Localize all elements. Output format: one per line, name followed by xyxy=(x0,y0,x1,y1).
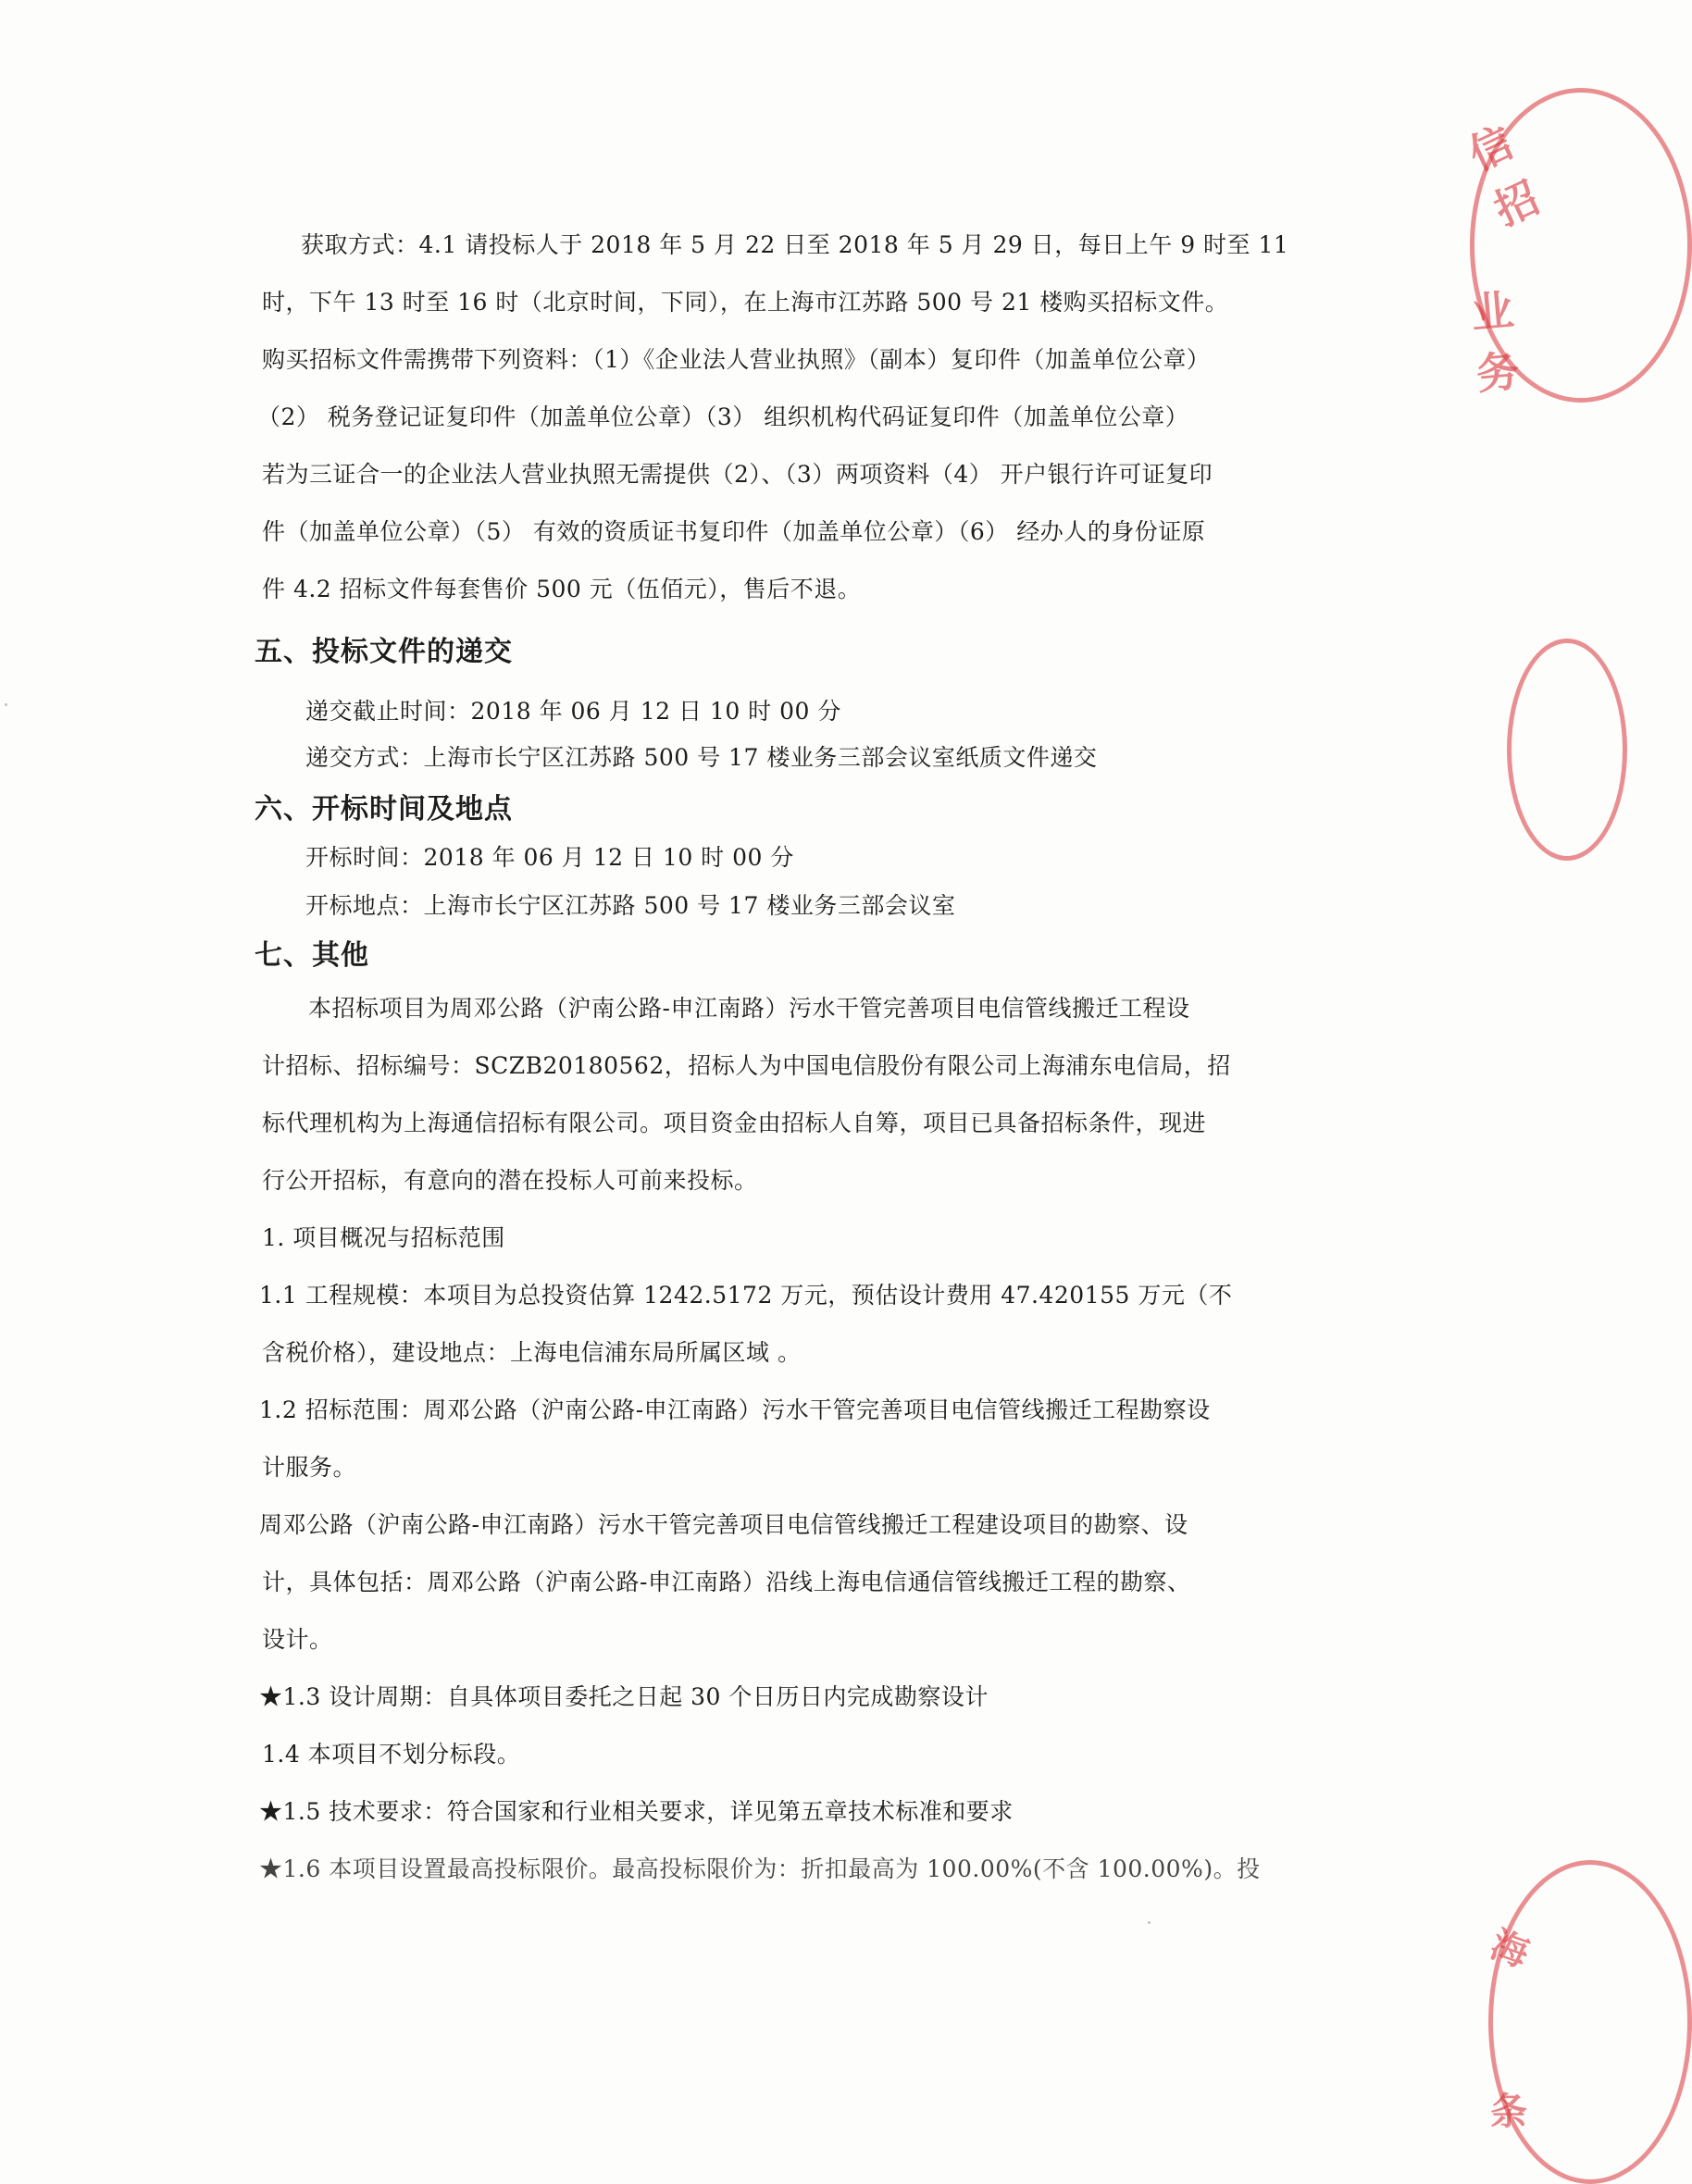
seal-text-low: 海 xyxy=(1485,1923,1535,1977)
text-line: 件 4.2 招标文件每套售价 500 元（伍佰元），售后不退。 xyxy=(262,576,862,602)
text-line: 周邓公路（沪南公路-申江南路）污水干管完善项目电信管线搬迁工程建设项目的勘察、设 xyxy=(259,1511,1188,1538)
text-line: 设计。 xyxy=(262,1626,333,1653)
text-line: 开标时间：2018 年 06 月 12 日 10 时 00 分 xyxy=(305,844,794,871)
text-line: 计招标、招标编号：SCZB20180562，招标人为中国电信股份有限公司上海浦东电信局，招 xyxy=(262,1052,1231,1079)
text-line: 购买招标文件需携带下列资料：（1）《企业法人营业执照》（副本）复印件（加盖单位公章） xyxy=(262,346,1211,373)
text-line: 1. 项目概况与招标范围 xyxy=(262,1224,505,1251)
text-line: 递交截止时间：2018 年 06 月 12 日 10 时 00 分 xyxy=(305,698,841,725)
text-line: 标代理机构为上海通信招标有限公司。项目资金由招标人自筹，项目已具备招标条件，现进 xyxy=(262,1110,1207,1136)
text-line: 时，下午 13 时至 16 时（北京时间，下同），在上海市江苏路 500 号 21 楼购买招标文件。 xyxy=(262,289,1229,316)
section-heading-7: 七、其他 xyxy=(255,939,369,972)
seal-text-bottom: 条 xyxy=(1490,2091,1527,2133)
text-line: 本招标项目为周邓公路（沪南公路-申江南路）污水干管完善项目电信管线搬迁工程设 xyxy=(308,995,1190,1022)
seal-text-top: 信招 xyxy=(1461,117,1547,236)
text-line: ★1.5 技术要求：符合国家和行业相关要求，详见第五章技术标准和要求 xyxy=(259,1798,1014,1825)
text-line: 件（加盖单位公章）（5） 有效的资质证书复印件（加盖单位公章）（6） 经办人的身份证原 xyxy=(262,518,1206,545)
text-line: ★1.3 设计周期：自具体项目委托之日起 30 个日历日内完成勘察设计 xyxy=(259,1683,989,1710)
text-line: 若为三证合一的企业法人营业执照无需提供（2）、（3）两项资料（4） 开户银行许可证复印 xyxy=(262,461,1213,488)
text-line: 1.1 工程规模：本项目为总投资估算 1242.5172 万元，预估设计费用 47.420155 万元（不 xyxy=(259,1282,1233,1309)
seal-stamp-middle xyxy=(1507,639,1627,861)
text-line: 1.2 招标范围：周邓公路（沪南公路-申江南路）污水干管完善项目电信管线搬迁工程勘察设 xyxy=(259,1396,1211,1423)
text-line: 1.4 本项目不划分标段。 xyxy=(262,1741,521,1768)
seal-stamp-bottom xyxy=(1488,1860,1692,2184)
text-line: 递交方式：上海市长宁区江苏路 500 号 17 楼业务三部会议室纸质文件递交 xyxy=(305,744,1098,771)
text-line: 行公开招标，有意向的潜在投标人可前来投标。 xyxy=(262,1167,758,1194)
text-line: 获取方式：4.1 请投标人于 2018 年 5 月 22 日至 2018 年 5 月 29 日，每日上午 9 时至 11 xyxy=(301,231,1289,258)
text-line: 开标地点：上海市长宁区江苏路 500 号 17 楼业务三部会议室 xyxy=(305,892,956,919)
text-line: 计服务。 xyxy=(262,1454,357,1481)
section-heading-6: 六、开标时间及地点 xyxy=(255,793,513,825)
scan-speck xyxy=(1148,1921,1151,1924)
section-heading-5: 五、投标文件的递交 xyxy=(255,636,513,668)
scan-speck xyxy=(5,703,7,706)
text-line: 含税价格），建设地点：上海电信浦东局所属区域 。 xyxy=(262,1339,802,1366)
text-line: ★1.6 本项目设置最高投标限价。最高投标限价为：折扣最高为 100.00%(不含 100.00%)。投 xyxy=(259,1855,1261,1882)
text-line: （2） 税务登记证复印件（加盖单位公章）（3） 组织机构代码证复印件（加盖单位公章） xyxy=(257,403,1189,430)
text-line: 计，具体包括：周邓公路（沪南公路-申江南路）沿线上海电信通信管线搬迁工程的勘察、 xyxy=(262,1569,1191,1595)
seal-text-mid: 业务 xyxy=(1469,284,1522,400)
